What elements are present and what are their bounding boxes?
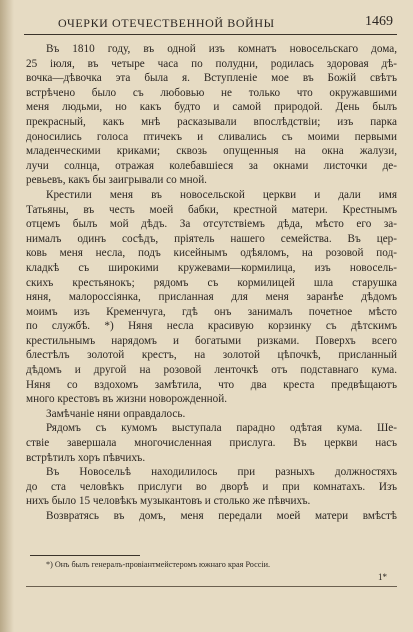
body-text xyxy=(26,42,397,524)
text-line: по службѣ. *) Няня несла красивую корзинку съ дѣтскимъ xyxy=(26,320,397,333)
text-line: 25 іюля, въ четыре часа по полудни, родилась здоровая дѣ- xyxy=(26,57,397,70)
bottom-rule xyxy=(26,586,397,587)
text-line: Няня со вздохомъ замѣтила, что два креста предвѣщаютъ xyxy=(26,378,397,391)
signature-mark: 1* xyxy=(378,572,387,582)
text-line: дѣдомъ и другой на розовой ленточкѣ отъ подставнаго кума. xyxy=(26,364,397,377)
page-edge-shadow xyxy=(0,0,14,632)
text-line: няня, малороссіянка, присланная для меня заранѣе дѣдомъ xyxy=(26,291,397,304)
text-line: Въ 1810 году, въ одной изъ комнатъ новосельскаго дома, xyxy=(46,43,397,55)
text-line: встрѣтилъ хоръ пѣвчихъ. xyxy=(26,451,146,464)
text-line: меня людьми, но какъ будто и самой природой. День былъ xyxy=(26,101,397,114)
header-rule xyxy=(24,34,397,35)
text-line: Замѣчаніе няни оправдалось. xyxy=(46,407,186,420)
text-line: Татьяны, въ честь моей бабки, крестной матери. Крестнымъ xyxy=(26,203,397,216)
text-line: скихъ крестьянокъ; рядомъ съ кормилицей шла старушка xyxy=(26,276,397,289)
text-line: до ста человѣкъ прислуги во дворѣ и при комнатахъ. Изъ xyxy=(26,480,397,493)
page-number: 1469 xyxy=(365,14,393,29)
text-line: ковь меня несла, подъ кисейнымъ одѣяломъ, на розовой под- xyxy=(26,247,397,260)
text-line: кладкѣ съ широкими кружевами—кормилица, изъ новосель- xyxy=(26,261,397,274)
footnote: *) Онъ былъ генералъ-провіантмейстеромъ южнаго края Россіи. xyxy=(46,560,271,569)
text-line: много крестовъ въ жизни новорожденной. xyxy=(26,393,228,406)
text-line: нималъ одинъ сосѣдъ, пріятель нашего семейства. Въ цер- xyxy=(26,232,397,245)
text-line: Возвратясь въ домъ, меня передали моей матери вмѣстѣ xyxy=(46,510,397,522)
running-title: ОЧЕРКИ ОТЕЧЕСТВЕННОЙ ВОЙНЫ xyxy=(58,16,275,30)
text-line: блестѣлъ золотой крестъ, на золотой цѣпочкѣ, присланный xyxy=(26,349,397,362)
text-line: вочка—дѣвочка эта была я. Вступленіе мое въ Божій свѣтъ xyxy=(26,72,397,85)
text-line: отцемъ былъ мой дѣдъ. За отсутствіемъ дѣда, мѣсто его за- xyxy=(26,218,397,231)
text-line: лучи солнца, отражая колебавшіеся за окнами листочки де- xyxy=(26,159,397,172)
text-line: крестильнымъ нарядомъ и богатыми ризками. Поверхъ всего xyxy=(26,334,397,347)
text-line: моимъ изъ Кременчуга, гдѣ онъ занималъ почетное мѣсто xyxy=(26,305,397,318)
text-line: нихъ было 15 человѣкъ музыкантовъ и столько же пѣвчихъ. xyxy=(26,495,311,508)
text-line: Рядомъ съ кумомъ выступала парадно одѣтая кума. Ше- xyxy=(46,422,397,435)
running-header xyxy=(16,12,399,32)
text-line: встрѣчено было съ любовью не только что окружавшими xyxy=(26,86,397,99)
text-line: младенческими криками; сквозь опущенныя на окна жалузи, xyxy=(26,145,397,158)
text-line: прекрасный, какъ мнѣ расказывали впослѣдствіи; изъ парка xyxy=(26,115,397,128)
text-line: Въ Новосельѣ находилилось при разныхъ должностяхъ xyxy=(46,466,397,479)
text-line: Крестили меня въ новосельской церкви и дали имя xyxy=(46,188,397,201)
text-line: ствіе завершала многочисленная прислуга. Въ церкви насъ xyxy=(26,437,397,450)
footnote-rule xyxy=(30,555,140,556)
text-line: ревьевъ, какъ бы заигрывали со мной. xyxy=(26,174,207,187)
text-line: доносились голоса птичекъ и сливались съ моими первыми xyxy=(26,130,397,143)
